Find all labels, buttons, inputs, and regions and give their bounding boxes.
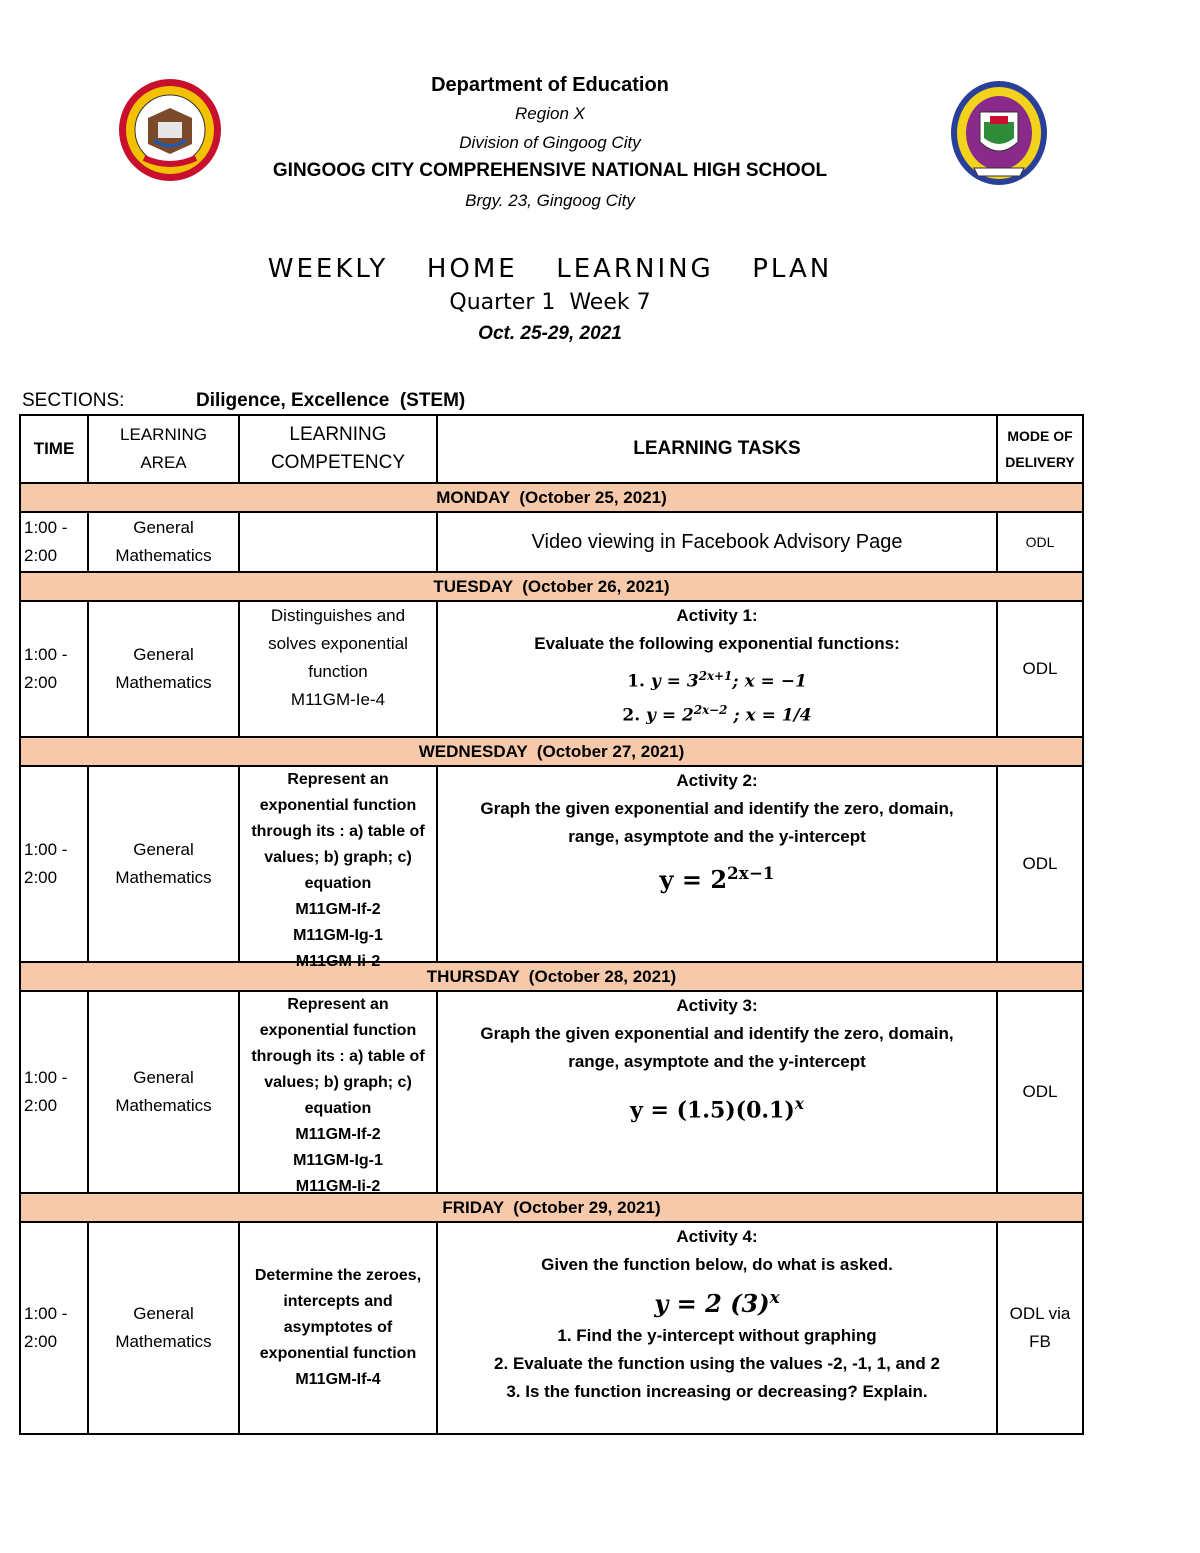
- competency-cell: [239, 512, 437, 572]
- mode-cell: ODL: [997, 766, 1083, 962]
- sections-label: SECTIONS:: [22, 390, 125, 411]
- tasks-cell: Activity 1: Evaluate the following exponential functions: 1. $y = 3^{2x+1}$; x = −1 2. $y = 2^{2x-2}$ ; x = 1/4: [437, 601, 997, 737]
- day-row-tuesday: [20, 572, 1083, 601]
- time-cell: 1:00 - 2:00: [20, 991, 88, 1193]
- sections-value: Diligence, Excellence (STEM): [196, 390, 466, 411]
- area-cell: General Mathematics: [88, 601, 239, 737]
- day-row-monday: [20, 483, 1083, 512]
- mode-cell: ODL via FB: [997, 1222, 1083, 1434]
- day-row-friday: [20, 1193, 1083, 1222]
- mode-cell: ODL: [997, 991, 1083, 1193]
- area-cell: General Mathematics: [88, 512, 239, 572]
- day-row-thursday: [20, 962, 1083, 991]
- header-area: LEARNING AREA: [88, 415, 239, 483]
- table-row: [20, 991, 1083, 1193]
- school-name: GINGOOG CITY COMPREHENSIVE NATIONAL HIGH SCHOOL: [272, 160, 828, 181]
- tasks-cell: Activity 2: Graph the given exponential and identify the zero, domain, range, asymptote and the y-intercept $y = 2^{2x-1}$: [437, 766, 997, 962]
- area-cell: General Mathematics: [88, 991, 239, 1193]
- division-name: Division of Gingoog City: [459, 133, 641, 152]
- table-row: [20, 512, 1083, 572]
- plan-title: WEEKLY HOME LEARNING PLAN: [267, 254, 833, 284]
- competency-cell: Represent an exponential function through its : a) table of values; b) graph; c) equation M11GM-If-2 M11GM-Ig-1 M11GM-Ii-2: [239, 991, 437, 1193]
- sections-line: [22, 390, 465, 412]
- tasks-cell: Video viewing in Facebook Advisory Page: [437, 512, 997, 572]
- day-label: FRIDAY (October 29, 2021): [20, 1193, 1083, 1222]
- competency-cell: Determine the zeroes, intercepts and asymptotes of exponential function M11GM-If-4: [239, 1222, 437, 1434]
- plan-date: Oct. 25-29, 2021: [478, 323, 622, 344]
- region-name: Region X: [515, 104, 585, 123]
- header-mode: MODE OF DELIVERY: [997, 415, 1083, 483]
- time-cell: 1:00 - 2:00: [20, 766, 88, 962]
- competency-cell: Represent an exponential function through its : a) table of values; b) graph; c) equation M11GM-If-2 M11GM-Ig-1 M11GM-Ii-2: [239, 766, 437, 962]
- time-cell: 1:00 - 2:00: [20, 512, 88, 572]
- tasks-cell: Activity 4: Given the function below, do what is asked. y = 2 $(3)^x$ 1. Find the y-intercept without graphing 2. Evaluate the function using the values -2, -1, 1, and 2 3. Is the function increasing or decreasing? Explain.: [437, 1222, 997, 1434]
- quarter-week: Quarter 1 Week 7: [449, 290, 651, 315]
- mode-cell: ODL: [997, 512, 1083, 572]
- header-tasks: LEARNING TASKS: [437, 415, 997, 483]
- school-address: Brgy. 23, Gingoog City: [465, 191, 635, 210]
- day-label: THURSDAY (October 28, 2021): [20, 962, 1083, 991]
- table-header-row: [20, 415, 1083, 483]
- table-row: [20, 766, 1083, 962]
- competency-cell: Distinguishes and solves exponential function M11GM-Ie-4: [239, 601, 437, 737]
- day-row-wednesday: [20, 737, 1083, 766]
- area-cell: General Mathematics: [88, 1222, 239, 1434]
- mode-cell: ODL: [997, 601, 1083, 737]
- area-cell: General Mathematics: [88, 766, 239, 962]
- time-cell: 1:00 - 2:00: [20, 601, 88, 737]
- time-cell: 1:00 - 2:00: [20, 1222, 88, 1434]
- header-competency: LEARNING COMPETENCY: [239, 415, 437, 483]
- learning-plan-table: [19, 414, 1084, 1435]
- header-time: TIME: [20, 415, 88, 483]
- table-row: [20, 1222, 1083, 1434]
- day-label: WEDNESDAY (October 27, 2021): [20, 737, 1083, 766]
- table-row: [20, 601, 1083, 737]
- department-name: Department of Education: [431, 74, 669, 96]
- tasks-cell: Activity 3: Graph the given exponential and identify the zero, domain, range, asymptote and the y-intercept $y = (1.5)(0.1)^x$: [437, 991, 997, 1193]
- day-label: TUESDAY (October 26, 2021): [20, 572, 1083, 601]
- day-label: MONDAY (October 25, 2021): [20, 483, 1083, 512]
